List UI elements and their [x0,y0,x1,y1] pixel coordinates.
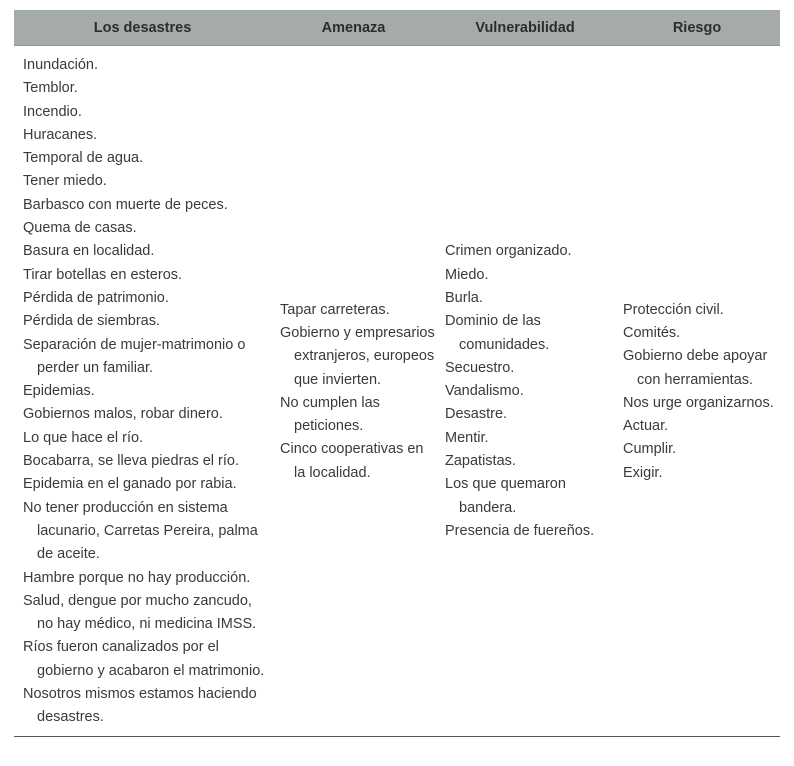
header-riesgo: Riesgo [672,19,722,36]
table-body [14,46,780,737]
list-item: Epidemias. [23,383,95,400]
list-item: Huracanes. [23,126,98,143]
list-item: Nosotros mismos estamos haciendo desastres. [23,686,257,726]
list-item: Incendio. [23,103,82,120]
column-vulnerabilidad [436,240,614,543]
list-item: Temporal de agua. [23,150,144,167]
column-desastres [14,54,271,730]
list-item: Gobiernos malos, robar dinero. [23,406,223,423]
list-item: Epidemia en el ganado por rabia. [23,476,237,493]
list-item: Temblor. [23,80,78,97]
list-item: Exigir. [623,464,663,481]
list-item: Comités. [623,324,681,341]
header-amenaza: Amenaza [321,19,386,36]
list-item: Miedo. [445,266,489,283]
list-item: Dominio de las comunidades. [445,313,550,353]
list-item: Cinco cooperativas en la localidad. [280,441,424,481]
column-riesgo [614,299,780,485]
list-item: Mentir. [445,429,489,446]
list-item: Presencia de fuereños. [445,522,595,539]
list-item: Crimen organizado. [445,243,572,260]
list-item: Tirar botellas en esteros. [23,266,183,283]
list-item: Hambre porque no hay producción. [23,569,251,586]
list-item: Gobierno y empresarios extranjeros, europeos que invierten. [280,324,435,388]
list-item: Tener miedo. [23,173,107,190]
list-item: Pérdida de patrimonio. [23,289,169,306]
list-item: Barbasco con muerte de peces. [23,196,228,213]
list-item: Basura en localidad. [23,243,155,260]
list-item: No cumplen las peticiones. [280,394,380,435]
list-item: Vandalismo. [445,383,524,400]
list-item: Tapar carreteras. [280,301,390,318]
list-item: Zapatistas. [445,453,516,470]
list-item: Bocabarra, se lleva piedras el río. [23,453,239,470]
list-item: Separación de mujer-matrimonio o perder un familiar. [23,336,246,376]
header-los-desastres: Los desastres [93,19,192,36]
list-item: Gobierno debe apoyar con herramientas. [623,348,768,388]
list-item: Nos urge organizarnos. [623,394,774,411]
list-item: Lo que hace el río. [23,429,144,446]
list-item: Secuestro. [445,359,515,376]
list-item: Pérdida de siembras. [23,313,161,330]
list-item: Quema de casas. [23,220,137,237]
list-item: Desastre. [445,406,508,423]
list-item: No tener producción en sistema lacunario, Carretas Pereira, palma de aceite. [23,499,258,563]
list-item: Actuar. [623,418,669,435]
list-item: Los que quemaron bandera. [445,476,566,516]
header-vulnerabilidad: Vulnerabilidad [475,19,575,36]
list-item: Cumplir. [623,441,677,458]
list-item: Salud, dengue por mucho zancudo, no hay médico, ni medicina IMSS. [23,592,257,633]
list-item: Burla. [445,289,483,306]
list-item: Inundación. [23,57,98,73]
list-item: Ríos fueron canalizados por el gobierno y acabaron el matrimonio. [23,639,265,679]
column-amenaza [271,299,436,485]
list-item: Protección civil. [623,301,724,318]
disaster-table [14,10,780,737]
table-header [14,10,780,46]
